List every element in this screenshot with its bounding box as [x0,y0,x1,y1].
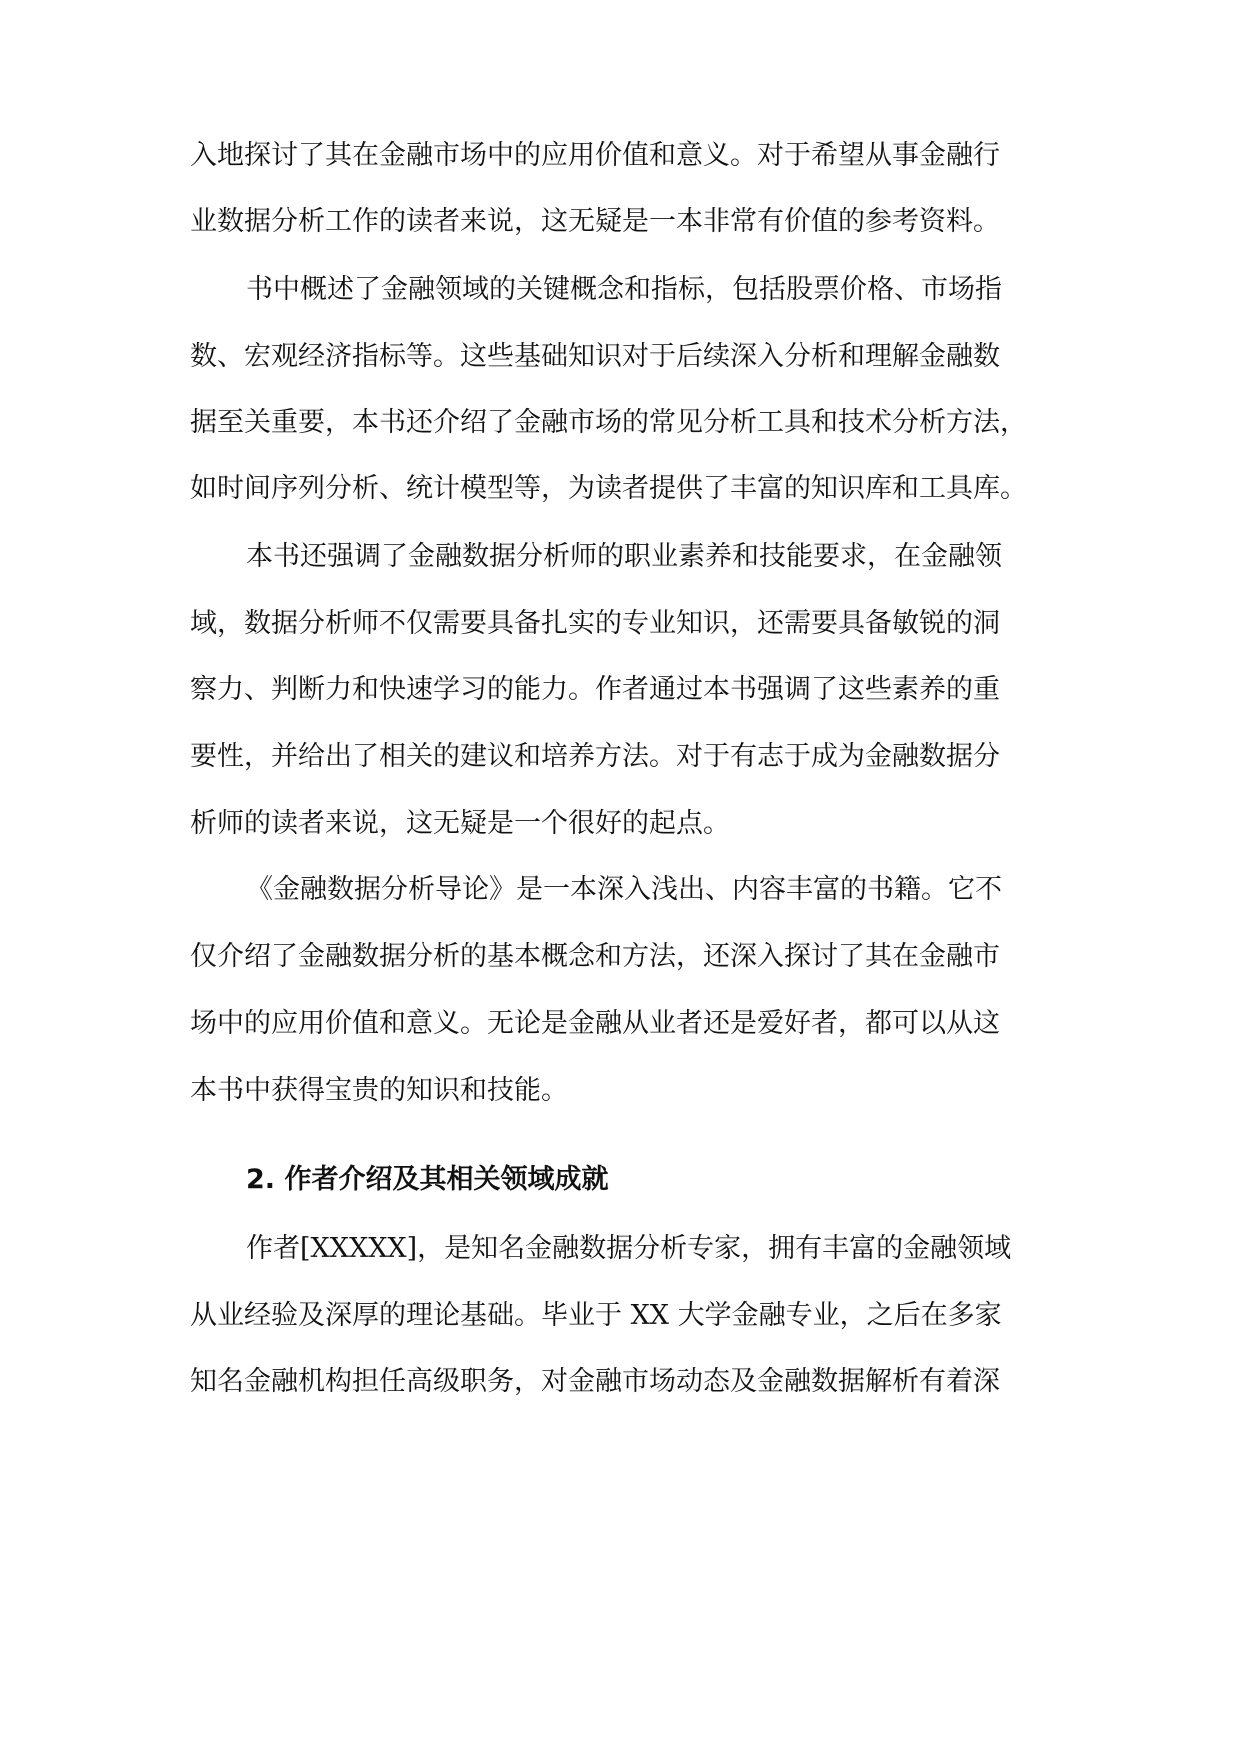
paragraph-line: 场中的应用价值和意义。无论是金融从业者还是爱好者，都可以从这 [190,1008,1000,1039]
paragraph-line: 如时间序列分析、统计模型等，为读者提供了丰富的知识库和工具库。 [190,473,1027,504]
paragraph-line: 本书还强调了金融数据分析师的职业素养和技能要求，在金融领 [246,541,1002,572]
paragraph-line: 作者[XXXXX]，是知名金融数据分析专家，拥有丰富的金融领域 [246,1233,1012,1264]
section-heading: 2. 作者介绍及其相关领域成就 [246,1164,609,1195]
paragraph-line: 析师的读者来说，这无疑是一个很好的起点。 [190,808,730,839]
paragraph-line: 域，数据分析师不仅需要具备扎实的专业知识，还需要具备敏锐的洞 [190,608,1000,639]
paragraph-line: 本书中获得宝贵的知识和技能。 [190,1075,568,1106]
paragraph-line: 《金融数据分析导论》是一本深入浅出、内容丰富的书籍。它不 [246,874,1002,905]
paragraph-line: 要性，并给出了相关的建议和培养方法。对于有志于成为金融数据分 [190,741,1000,772]
paragraph-line: 仅介绍了金融数据分析的基本概念和方法，还深入探讨了其在金融市 [190,941,1000,972]
paragraph-line: 书中概述了金融领域的关键概念和指标，包括股票价格、市场指 [246,274,1002,305]
paragraph-line: 入地探讨了其在金融市场中的应用价值和意义。对于希望从事金融行 [190,140,1000,171]
paragraph-line: 从业经验及深厚的理论基础。毕业于 XX 大学金融专业，之后在多家 [190,1300,1002,1331]
paragraph-line: 知名金融机构担任高级职务，对金融市场动态及金融数据解析有着深 [190,1366,1000,1397]
paragraph-line: 数、宏观经济指标等。这些基础知识对于后续深入分析和理解金融数 [190,341,1000,372]
paragraph-line: 察力、判断力和快速学习的能力。作者通过本书强调了这些素养的重 [190,674,1000,705]
paragraph-line: 据至关重要，本书还介绍了金融市场的常见分析工具和技术分析方法， [190,407,1027,438]
paragraph-line: 业数据分析工作的读者来说，这无疑是一本非常有价值的参考资料。 [190,206,1000,237]
